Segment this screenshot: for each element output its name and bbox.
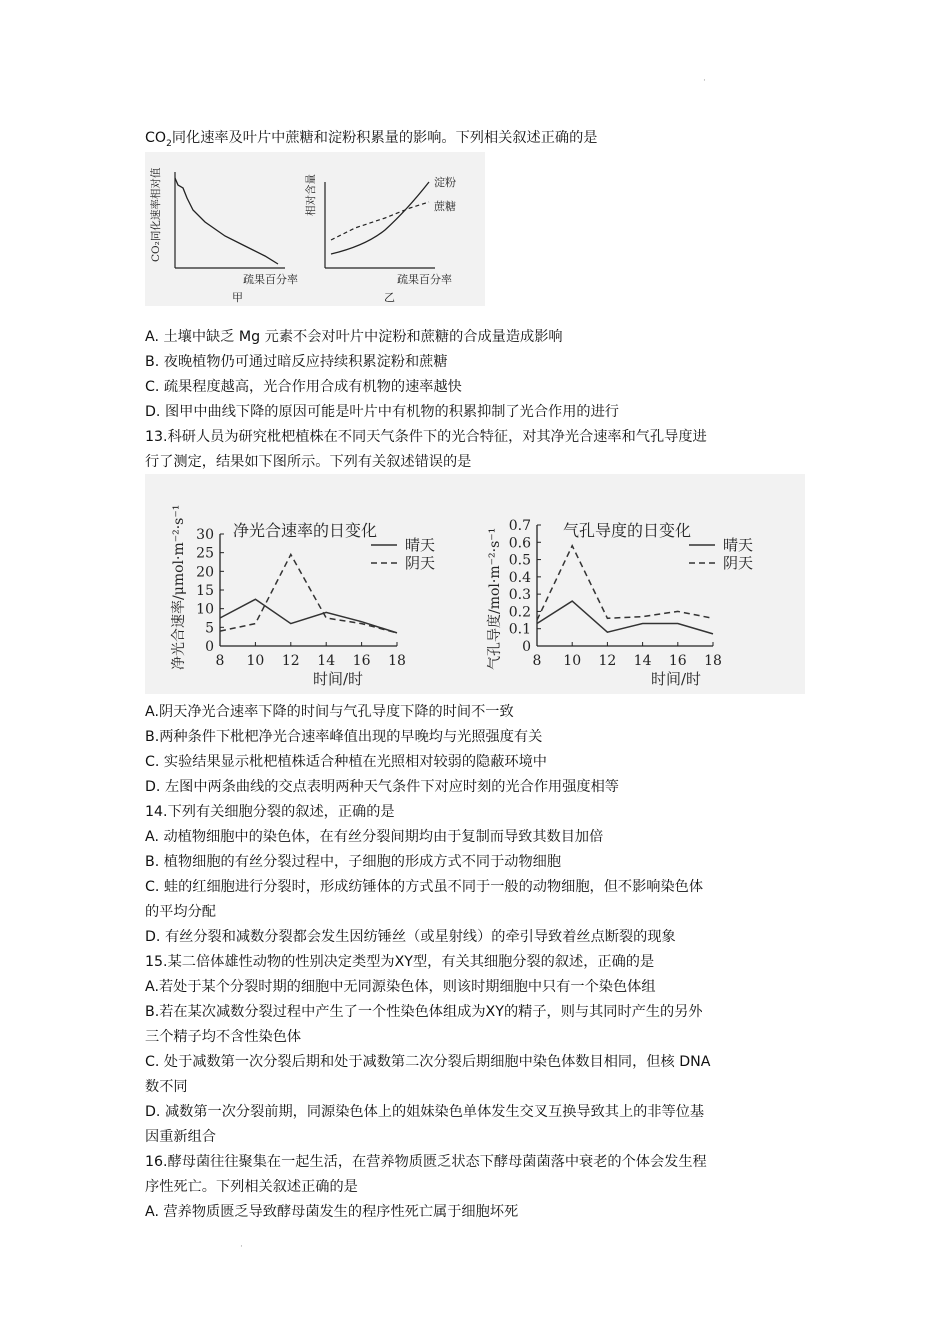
right-legend-label: 晴天 [723,536,754,554]
left-x-tick-label: 10 [246,653,265,669]
left-y-tick-label: 10 [196,601,214,618]
right-y-tick-label: 0.5 [508,552,531,569]
left-x-tick-label: 8 [215,653,225,669]
q12-option-d: D. 图甲中曲线下降的原因可能是叶片中有机物的积累抑制了光合作用的进行 [145,404,619,420]
left-x-tick-label: 14 [317,653,336,669]
right-y-tick-label: 0.4 [508,569,531,586]
jia-caption: 甲 [232,291,243,304]
right-y-tick-label: 0 [522,639,531,655]
right-x-tick-label: 10 [563,653,582,669]
left-x-tick-label: 18 [388,653,406,669]
question-12-stem-tail: $CO_2$同化速率及叶片中蔗糖和淀粉积累量的影响。下列相关叙述正确的是 [145,130,598,149]
right-x-tick-label: 18 [704,653,722,669]
body-line: 14.下列有关细胞分裂的叙述，正确的是 [145,804,395,820]
left-y-tick-label: 30 [196,527,214,543]
right-y-tick-label: 0.3 [508,587,531,604]
body-line: 的平均分配 [145,904,216,920]
right-chart-title: 气孔导度的日变化 [563,521,692,540]
yi-caption: 乙 [384,291,395,304]
right-y-label: 气孔导度/mol·m⁻²·s⁻¹ [487,527,503,670]
body-line: A.阴天净光合速率下降的时间与气孔导度下降的时间不一致 [145,704,514,720]
left-x-tick-label: 16 [352,653,371,669]
q12-option-c: C. 疏果程度越高，光合作用合成有机物的速率越快 [145,379,462,395]
body-line: D. 减数第一次分裂前期，同源染色体上的姐妹染色单体发生交叉互换导致其上的非等位基 [145,1104,705,1120]
left-y-tick-label: 20 [196,564,214,581]
jia-xlabel: 疏果百分率 [243,273,298,286]
legend-sucrose: 蔗糖 [434,200,456,213]
left-series-sunny [220,599,397,633]
body-line: D. 有丝分裂和减数分裂都会发生因纺锤丝（或星射线）的牵引导致着丝点断裂的现象 [145,929,676,945]
body-line: A. 营养物质匮乏导致酵母菌发生的程序性死亡属于细胞坏死 [145,1204,519,1220]
left-legend-label: 晴天 [405,536,436,554]
figure-12-svg [145,152,485,306]
right-series-cloudy [537,546,713,620]
body-line: 15.某二倍体雄性动物的性别决定类型为XY型，有关其细胞分裂的叙述，正确的是 [145,954,655,970]
right-x-tick-label: 8 [532,653,542,669]
legend-starch: 淀粉 [434,176,456,189]
left-y-tick-label: 25 [196,545,214,562]
right-y-tick-label: 0.1 [508,621,531,638]
body-line: 因重新组合 [145,1129,216,1145]
left-y-tick-label: 0 [205,639,214,655]
body-line: C. 实验结果显示枇杷植株适合种植在光照相对较弱的隐蔽环境中 [145,754,547,770]
right-y-tick-label: 0.2 [508,604,531,621]
body-line: B.若在某次减数分裂过程中产生了一个性染色体组成为XY的精子，则与其同时产生的另外 [145,1004,703,1020]
figure-12 [145,152,485,306]
q12-option-a: A. 土壤中缺乏 Mg 元素不会对叶片中淀粉和蔗糖的合成量造成影响 [145,329,563,345]
body-line: A. 动植物细胞中的染色体，在有丝分裂间期均由于复制而导致其数目加倍 [145,829,604,845]
chart-yi [304,174,456,304]
right-x-tick-label: 16 [668,653,687,669]
left-y-tick-label: 5 [205,620,214,637]
body-line: C. 蛙的红细胞进行分裂时，形成纺锤体的方式虽不同于一般的动物细胞，但不影响染色体 [145,879,704,895]
right-y-tick-label: 0.7 [508,518,531,534]
body-line: C. 处于减数第一次分裂后期和处于减数第二次分裂后期细胞中染色体数目相同，但核 DNA [145,1054,711,1070]
body-line: 三个精子均不含性染色体 [145,1029,302,1045]
body-line: 16.酵母菌往往聚集在一起生活，在营养物质匮乏状态下酵母菌菌落中衰老的个体会发生程 [145,1154,707,1170]
right-y-tick-label: 0.6 [508,535,531,552]
body-line: D. 左图中两条曲线的交点表明两种天气条件下对应时刻的光合作用强度相等 [145,779,619,795]
q13-stem-line-1: 13.科研人员为研究枇杷植株在不同天气条件下的光合特征，对其净光合速率和气孔导度进 [145,429,707,445]
yi-ylabel: 相对含量 [305,174,317,216]
left-legend-label: 阴天 [405,554,436,572]
right-x-tick-label: 12 [598,653,617,669]
scan-dot: · [240,1242,243,1252]
left-y-tick-label: 15 [196,583,214,599]
jia-curve [175,178,278,264]
body-line: A.若处于某个分裂时期的细胞中无同源染色体，则该时期细胞中只有一个染色体组 [145,979,656,995]
left-series-cloudy [220,555,397,633]
chart-jia [149,167,298,304]
figure-13 [145,474,805,694]
right-x-label: 时间/时 [651,670,702,688]
starch-curve [331,182,429,254]
left-y-label: 净光合速率/μmol·m⁻²·s⁻¹ [171,504,187,670]
figure-13-svg [145,474,805,694]
body-line: 序性死亡。下列相关叙述正确的是 [145,1179,358,1195]
body-line: 数不同 [145,1079,188,1095]
jia-ylabel: CO₂同化速率相对值 [150,167,162,262]
yi-xlabel: 疏果百分率 [397,273,452,286]
body-line: B.两种条件下枇杷净光合速率峰值出现的早晚均与光照强度有关 [145,729,543,745]
right-x-tick-label: 14 [633,653,652,669]
body-line: B. 植物细胞的有丝分裂过程中，子细胞的形成方式不同于动物细胞 [145,854,562,870]
q12-option-b: B. 夜晚植物仍可通过暗反应持续积累淀粉和蔗糖 [145,354,448,370]
right-legend-label: 阴天 [723,554,754,572]
left-x-tick-label: 12 [281,653,300,669]
left-x-label: 时间/时 [313,670,364,688]
q13-stem-line-2: 行了测定，结果如下图所示。下列有关叙述错误的是 [145,454,472,470]
scan-dot: · [703,76,706,86]
left-chart-title: 净光合速率的日变化 [233,521,378,540]
